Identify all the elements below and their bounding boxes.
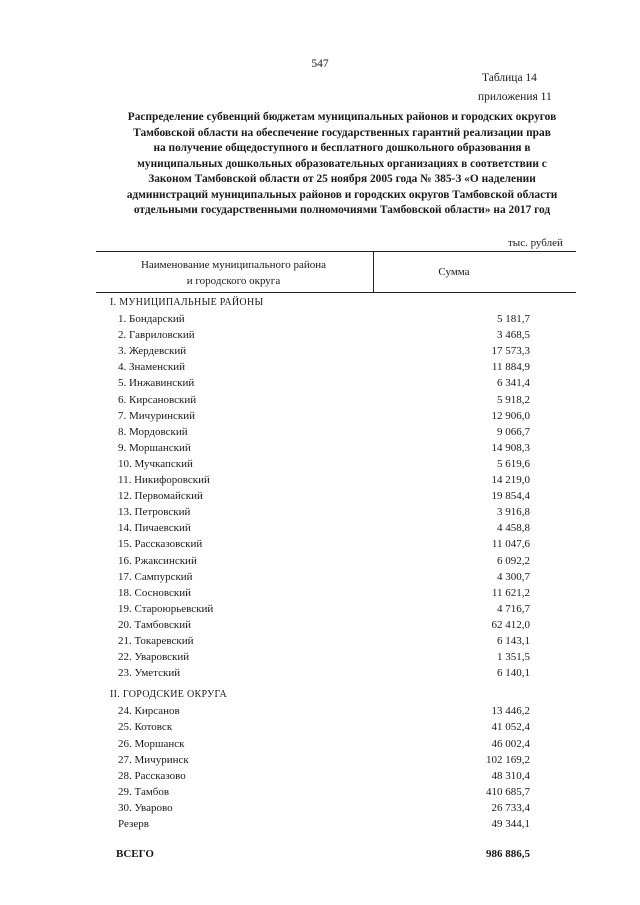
row-name: 1. Бондарский bbox=[118, 313, 185, 325]
row-value: 6 341,4 bbox=[497, 377, 530, 390]
section-title: I. МУНИЦИПАЛЬНЫЕ РАЙОНЫ bbox=[110, 297, 264, 308]
row-value: 9 066,7 bbox=[497, 425, 530, 438]
table-row bbox=[110, 410, 530, 426]
row-name: 29. Тамбов bbox=[118, 785, 170, 798]
row-value: 48 310,4 bbox=[491, 769, 530, 782]
row-name: 14. Пичаевский bbox=[118, 522, 191, 535]
table-row bbox=[110, 394, 530, 410]
name-column-header-line: и городского округа bbox=[186, 274, 281, 287]
total-label: ВСЕГО bbox=[116, 848, 154, 861]
row-name: 24. Кирсанов bbox=[118, 705, 180, 718]
table-row bbox=[110, 738, 530, 754]
row-value: 14 908,3 bbox=[491, 441, 530, 454]
title-line: Тамбовской области на обеспечение государственных гарантий реализации прав bbox=[133, 126, 551, 139]
row-value: 3 468,5 bbox=[497, 329, 530, 342]
row-name: 16. Ржаксинский bbox=[118, 554, 197, 567]
row-value: 5 181,7 bbox=[497, 313, 530, 325]
row-value: 46 002,4 bbox=[491, 737, 530, 750]
row-value: 4 458,8 bbox=[497, 522, 530, 535]
title-line: муниципальных дошкольных образовательных организациях в соответствии с bbox=[137, 157, 547, 170]
row-name: 8. Мордовский bbox=[118, 425, 188, 438]
table-row bbox=[110, 313, 530, 329]
row-value: 1 351,5 bbox=[497, 651, 530, 664]
page-number: 547 bbox=[311, 58, 329, 70]
row-name: 18. Сосновский bbox=[118, 586, 192, 599]
title-line: Распределение субвенций бюджетам муниципальных районов и городских округов bbox=[127, 111, 557, 123]
row-value: 26 733,4 bbox=[491, 801, 530, 814]
table-row bbox=[110, 651, 530, 667]
appendix-label: приложения 11 bbox=[478, 91, 552, 103]
row-value: 17 573,3 bbox=[491, 345, 530, 358]
table-row bbox=[110, 571, 530, 587]
table-row bbox=[110, 802, 530, 818]
row-name: 25. Котовск bbox=[118, 721, 173, 734]
row-value: 3 916,8 bbox=[497, 506, 530, 519]
row-value: 14 219,0 bbox=[491, 474, 530, 486]
table-row bbox=[110, 786, 530, 802]
row-name: 5. Инжавинский bbox=[118, 377, 195, 390]
row-value: 11 621,2 bbox=[491, 586, 530, 599]
row-name: 11. Никифоровский bbox=[118, 474, 210, 486]
table-row bbox=[110, 426, 530, 442]
row-value: 4 716,7 bbox=[497, 602, 530, 615]
table-row bbox=[110, 458, 530, 474]
table-row bbox=[110, 667, 530, 683]
table-row bbox=[110, 754, 530, 770]
row-name: 17. Сампурский bbox=[118, 570, 193, 583]
total-row bbox=[110, 848, 530, 864]
table-row bbox=[110, 705, 530, 721]
row-name: 27. Мичуринск bbox=[118, 753, 189, 766]
row-value: 13 446,2 bbox=[491, 705, 530, 718]
table-row bbox=[110, 506, 530, 522]
table-label: Таблица 14 bbox=[482, 72, 537, 84]
table-row bbox=[110, 818, 530, 834]
title-line: Законом Тамбовской области от 25 ноября 2005 года № 385-З «О наделении bbox=[148, 173, 536, 185]
table-row bbox=[110, 377, 530, 393]
row-name: 2. Гавриловский bbox=[118, 329, 195, 342]
row-name: 21. Токаревский bbox=[118, 635, 194, 647]
table-row bbox=[110, 555, 530, 571]
row-value: 410 685,7 bbox=[486, 785, 530, 798]
table-row bbox=[110, 345, 530, 361]
row-name: 30. Уварово bbox=[118, 801, 173, 814]
document-title bbox=[92, 110, 592, 219]
row-name: 20. Тамбовский bbox=[118, 618, 192, 631]
table-row bbox=[110, 522, 530, 538]
row-name: 6. Кирсановский bbox=[118, 393, 197, 406]
table-row bbox=[110, 721, 530, 737]
row-name: 10. Мучкапский bbox=[118, 457, 193, 470]
row-value: 11 047,6 bbox=[491, 538, 530, 551]
row-value: 6 143,1 bbox=[497, 635, 530, 647]
table-row bbox=[110, 538, 530, 554]
table-row bbox=[110, 361, 530, 377]
row-value: 6 140,1 bbox=[497, 667, 530, 680]
row-name: 23. Уметский bbox=[118, 667, 181, 680]
total-value: 986 886,5 bbox=[486, 848, 530, 861]
row-value: 49 344,1 bbox=[491, 818, 530, 830]
row-name: 22. Уваровский bbox=[118, 651, 190, 664]
section-title: II. ГОРОДСКИЕ ОКРУГА bbox=[110, 689, 228, 701]
table-row bbox=[110, 770, 530, 786]
title-line: на получение общедоступного и бесплатного дошкольного образования в bbox=[153, 142, 531, 154]
title-line: отдельными государственными полномочиями Тамбовской области» на 2017 год bbox=[133, 204, 551, 216]
table-row bbox=[110, 490, 530, 506]
row-value: 41 052,4 bbox=[491, 721, 530, 734]
row-name: 4. Знаменский bbox=[118, 361, 186, 374]
title-line: администраций муниципальных районов и городских округов Тамбовской области bbox=[126, 188, 558, 201]
sum-column-header: Сумма bbox=[438, 266, 470, 278]
row-name: 15. Рассказовский bbox=[118, 538, 203, 551]
table-row bbox=[110, 474, 530, 490]
table-row bbox=[110, 603, 530, 619]
row-name: 13. Петровский bbox=[118, 506, 191, 519]
row-value: 102 169,2 bbox=[486, 753, 530, 766]
name-column-header bbox=[96, 258, 371, 289]
row-value: 5 619,6 bbox=[497, 457, 530, 470]
table-row bbox=[110, 635, 530, 651]
table-top-rule bbox=[96, 251, 576, 252]
table-row bbox=[110, 442, 530, 458]
row-name: 28. Рассказово bbox=[118, 769, 186, 782]
units-label: тыс. рублей bbox=[508, 237, 563, 249]
table-row bbox=[110, 619, 530, 635]
table-row bbox=[110, 587, 530, 603]
row-value: 6 092,2 bbox=[497, 554, 530, 567]
row-value: 4 300,7 bbox=[497, 570, 530, 583]
row-value: 5 918,2 bbox=[497, 393, 530, 406]
row-name: 9. Моршанский bbox=[118, 441, 191, 454]
row-name: 7. Мичуринский bbox=[118, 409, 195, 422]
row-value: 62 412,0 bbox=[491, 618, 530, 631]
table-row bbox=[110, 329, 530, 345]
name-column-header-line: Наименование муниципального района bbox=[140, 259, 327, 271]
row-name: 19. Староюрьевский bbox=[118, 602, 214, 615]
row-name: 26. Моршанск bbox=[118, 737, 185, 750]
row-value: 11 884,9 bbox=[491, 361, 530, 374]
row-name: 12. Первомайский bbox=[118, 490, 203, 503]
row-name: Резерв bbox=[118, 818, 149, 830]
row-value: 12 906,0 bbox=[491, 409, 530, 422]
row-name: 3. Жердевский bbox=[118, 345, 187, 358]
table-header-rule bbox=[96, 292, 576, 293]
row-value: 19 854,4 bbox=[491, 490, 530, 503]
